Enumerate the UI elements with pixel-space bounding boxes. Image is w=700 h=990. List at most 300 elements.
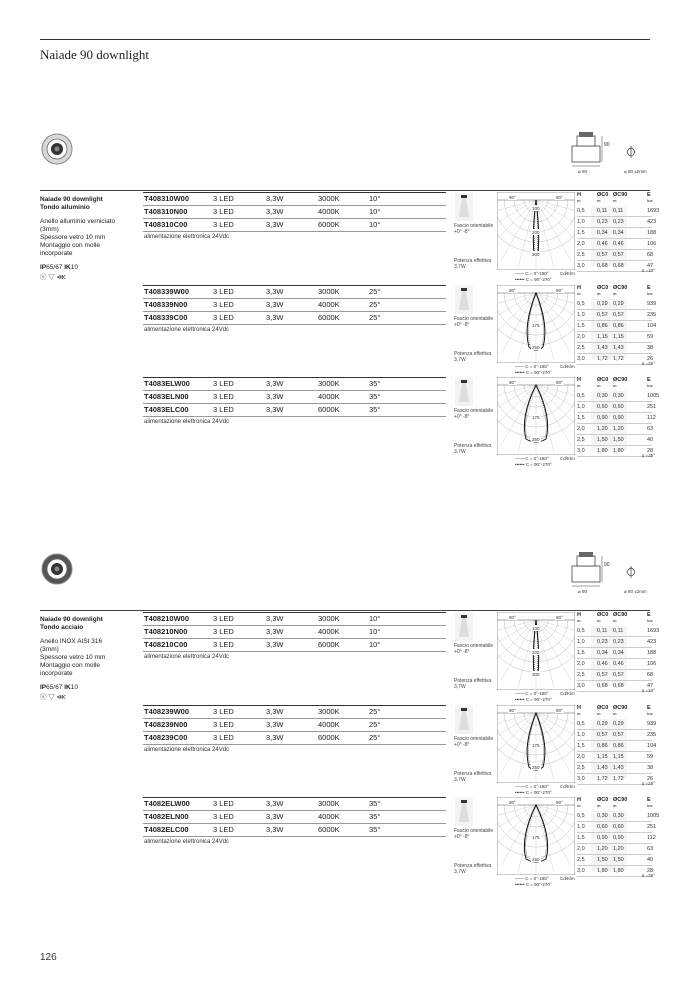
diameter-c0: 0,90 (597, 415, 608, 421)
polar-value-label: 175 (532, 743, 540, 748)
diameter-c0: 0,68 (597, 683, 608, 689)
color-temperature: 3000K (318, 287, 340, 296)
color-temperature: 4000K (318, 207, 340, 216)
led-count: 3 LED (213, 812, 234, 821)
column-header: ØC90 (613, 612, 628, 618)
note-line: Fascio orientabile (454, 736, 494, 742)
diameter-c0: 1,80 (597, 868, 608, 874)
section-rule (40, 610, 650, 611)
table-row (143, 192, 446, 206)
diameter-c90: 1,15 (613, 334, 624, 340)
power: 3,3W (266, 707, 284, 716)
note-line: +0° -8° (454, 834, 470, 840)
diameter-c0: 0,57 (597, 312, 608, 318)
illuminance-table (577, 377, 660, 458)
illuminance-lux: 235 (647, 732, 657, 738)
effective-power-note (454, 443, 491, 455)
mounting-height: 1,5 (577, 650, 585, 656)
product-variant-group (143, 705, 657, 795)
effective-power-note (454, 771, 491, 783)
polar-angle-label: 90° (509, 380, 516, 385)
beam-icon (455, 706, 473, 734)
led-count: 3 LED (213, 627, 234, 636)
polar-light-diagram (497, 797, 575, 875)
table-row (143, 824, 446, 837)
beam-angle-alpha: α =10° (641, 268, 655, 273)
diameter-c90: 1,15 (613, 754, 624, 760)
polar-unit: Cd/Klm (560, 784, 575, 789)
polar-light-diagram (497, 192, 575, 270)
table-row (143, 206, 446, 219)
mounting-height: 2,0 (577, 426, 585, 432)
power: 3,3W (266, 640, 284, 649)
illuminance-row (577, 402, 657, 413)
ip-label: IP (40, 684, 47, 691)
diameter-c90: 0,46 (613, 241, 624, 247)
illuminance-row (577, 626, 660, 637)
beam-icon (455, 613, 473, 641)
product-code: T408239N00 (144, 720, 188, 729)
illuminance-row (577, 435, 652, 446)
power-supply-note: alimentazione elettronica 24Vdc (144, 747, 230, 753)
color-temperature: 6000K (318, 640, 340, 649)
polar-angle-label: 90° (509, 615, 516, 620)
color-temperature: 6000K (318, 313, 340, 322)
illuminance-lux: 235 (647, 312, 657, 318)
polar-angle-label: 90° (556, 288, 563, 293)
illuminance-lux: 1005 (647, 393, 660, 399)
mounting-height: 0,5 (577, 628, 585, 634)
diameter-c0: 0,57 (597, 672, 608, 678)
illuminance-row (577, 844, 652, 855)
mounting-height: 2,0 (577, 661, 585, 667)
note-line: 3,7W (454, 357, 466, 363)
polar-value-label: 300 (532, 672, 540, 677)
beam-angle: 25° (369, 287, 381, 296)
power: 3,3W (266, 300, 284, 309)
note-line: Potenza effettiva (454, 351, 492, 357)
illuminance-row (577, 310, 657, 321)
illuminance-lux: 38 (647, 765, 654, 771)
product-description (40, 196, 140, 282)
polar-angle-label: 90° (556, 800, 563, 805)
illuminance-table (577, 797, 660, 878)
product-code-table (143, 192, 446, 232)
power: 3,3W (266, 207, 284, 216)
beam-icon (455, 798, 473, 826)
mounting-height: 0,5 (577, 301, 585, 307)
illuminance-lux: 1005 (647, 813, 660, 819)
polar-value-label: 175 (532, 415, 540, 420)
diameter-c0: 0,11 (597, 628, 608, 634)
diameter-c0: 0,30 (597, 393, 608, 399)
power-supply-note: alimentazione elettronica 24Vdc (144, 419, 230, 425)
table-row (143, 377, 446, 391)
note-line: Fascio orientabile (454, 408, 494, 414)
led-count: 3 LED (213, 825, 234, 834)
effective-power-note (454, 351, 491, 363)
polar-unit: Cd/Klm (560, 456, 575, 461)
diameter-c90: 1,43 (613, 345, 624, 351)
power: 3,3W (266, 799, 284, 808)
color-temperature: 4000K (318, 392, 340, 401)
illuminance-units (577, 711, 652, 717)
beam-angle: 25° (369, 733, 381, 742)
beam-angle-alpha: α =25° (641, 781, 655, 786)
illuminance-row (577, 217, 657, 228)
illuminance-lux: 26 (647, 356, 654, 362)
diameter-c90: 0,57 (613, 732, 624, 738)
column-header: ØC0 (597, 192, 609, 198)
description-line: Spessore vetro 10 mm (40, 234, 106, 241)
diameter-c90: 0,57 (613, 252, 624, 258)
column-unit: lux (647, 198, 653, 203)
polar-value-label: 250 (532, 345, 540, 350)
diameter-c0: 1,50 (597, 857, 608, 863)
led-count: 3 LED (213, 287, 234, 296)
mounting-height: 1,5 (577, 323, 585, 329)
illuminance-row (577, 206, 660, 217)
illuminance-row (577, 637, 657, 648)
polar-legend (515, 456, 552, 467)
diameter-c0: 0,29 (597, 301, 608, 307)
column-unit: lux (647, 383, 653, 388)
mounting-height: 2,5 (577, 672, 585, 678)
column-header: ØC90 (613, 192, 628, 198)
diameter-c90: 0,11 (613, 628, 624, 634)
color-temperature: 3000K (318, 194, 340, 203)
polar-light-diagram (497, 377, 575, 455)
power-supply-note: alimentazione elettronica 24Vdc (144, 234, 230, 240)
product-code: T408239C00 (144, 733, 188, 742)
led-count: 3 LED (213, 220, 234, 229)
legend-dotted: •••••• C = 90°-270° (515, 881, 552, 887)
table-row (143, 312, 446, 325)
mounting-height: 3,0 (577, 683, 585, 689)
product-code: T408210W00 (144, 614, 190, 623)
product-code: T4082ELW00 (144, 799, 190, 808)
column-header: E (647, 285, 651, 291)
product-code-table (143, 612, 446, 652)
illuminance-lux: 47 (647, 263, 654, 269)
diameter-c90: 0,34 (613, 650, 624, 656)
column-unit: m (613, 198, 617, 203)
polar-angle-label: 90° (556, 195, 563, 200)
mounting-height: 1,0 (577, 639, 585, 645)
beam-orientation-note (454, 828, 493, 840)
polar-value-label: 100 (532, 626, 540, 631)
beam-angle: 35° (369, 812, 381, 821)
polar-unit: Cd/Klm (560, 876, 575, 881)
product-name: Naiade 90 downlight (40, 616, 103, 623)
beam-orientation-note (454, 736, 493, 748)
diameter-c0: 1,20 (597, 426, 608, 432)
polar-value-label: 100 (532, 206, 540, 211)
illuminance-lux: 68 (647, 252, 654, 258)
illuminance-row (577, 719, 657, 730)
illuminance-lux: 939 (647, 301, 657, 307)
column-unit: m (613, 383, 617, 388)
polar-angle-label: 90° (509, 288, 516, 293)
color-temperature: 4000K (318, 720, 340, 729)
description-line: Spessore vetro 10 mm (40, 654, 106, 661)
color-temperature: 3000K (318, 707, 340, 716)
illuminance-lux: 423 (647, 639, 657, 645)
power: 3,3W (266, 812, 284, 821)
diameter-c90: 0,23 (613, 219, 624, 225)
illuminance-header (577, 285, 652, 299)
mounting-height: 2,0 (577, 754, 585, 760)
table-row (143, 299, 446, 312)
certification-icons: ⓢ ▽ ⋘ (40, 694, 66, 701)
mounting-height: 0,5 (577, 813, 585, 819)
column-header: H (577, 192, 581, 198)
illuminance-row (577, 855, 652, 866)
description-line: (3mm) (40, 646, 59, 653)
column-unit: lux (647, 618, 653, 623)
column-header: H (577, 612, 581, 618)
note-line: Potenza effettiva (454, 863, 492, 869)
polar-value-label: 200 (532, 230, 540, 235)
illuminance-row (577, 763, 652, 774)
table-row (143, 285, 446, 299)
led-count: 3 LED (213, 720, 234, 729)
diameter-c0: 0,60 (597, 404, 608, 410)
legend-dotted: •••••• C = 90°-270° (515, 276, 552, 282)
illuminance-lux: 47 (647, 683, 654, 689)
color-temperature: 4000K (318, 300, 340, 309)
illuminance-lux: 188 (647, 650, 657, 656)
polar-legend (515, 784, 552, 795)
diameter-c0: 0,60 (597, 824, 608, 830)
illuminance-lux: 188 (647, 230, 657, 236)
mounting-height: 2,5 (577, 437, 585, 443)
table-row (143, 612, 446, 626)
description-line: Anello INOX AISI 316 (40, 638, 103, 645)
beam-orientation-note (454, 223, 493, 235)
description-line: Montaggio con molle (40, 662, 100, 669)
column-header: E (647, 377, 651, 383)
column-unit: m (577, 291, 581, 296)
diameter-c90: 0,29 (613, 721, 624, 727)
diameter-c90: 0,34 (613, 230, 624, 236)
mounting-height: 2,5 (577, 252, 585, 258)
description-line: Montaggio con molle (40, 242, 100, 249)
mounting-height: 1,0 (577, 732, 585, 738)
diameter-c0: 0,11 (597, 208, 608, 214)
legend-dotted: •••••• C = 90°-270° (515, 789, 552, 795)
illuminance-lux: 112 (647, 415, 656, 421)
polar-unit: Cd/Klm (560, 271, 575, 276)
column-header: E (647, 797, 651, 803)
column-unit: m (597, 711, 601, 716)
column-unit: m (597, 618, 601, 623)
illuminance-row (577, 811, 660, 822)
column-header: ØC0 (597, 705, 609, 711)
note-line: Potenza effettiva (454, 443, 492, 449)
note-line: +0° -8° (454, 742, 470, 748)
diameter-c0: 0,46 (597, 241, 608, 247)
product-code: T4082ELN00 (144, 812, 189, 821)
legend-solid: —— C = 0°-180° (515, 876, 549, 881)
dim-hole: ⌀ 80 ±2mm (624, 589, 647, 594)
note-line: +0° -8° (454, 649, 470, 655)
diameter-c90: 0,30 (613, 393, 624, 399)
power: 3,3W (266, 194, 284, 203)
legend-solid: —— C = 0°-180° (515, 364, 549, 369)
illuminance-header (577, 612, 652, 626)
note-line: Fascio orientabile (454, 316, 494, 322)
illuminance-table (577, 192, 660, 273)
illuminance-row (577, 228, 657, 239)
power-supply-note: alimentazione elettronica 24Vdc (144, 839, 230, 845)
beam-angle: 25° (369, 720, 381, 729)
illuminance-header (577, 797, 652, 811)
power: 3,3W (266, 392, 284, 401)
description-line: Anello alluminio verniciato (40, 218, 116, 225)
note-line: Potenza effettiva (454, 771, 492, 777)
illuminance-table (577, 612, 660, 693)
power-supply-note: alimentazione elettronica 24Vdc (144, 327, 230, 333)
table-row (143, 811, 446, 824)
effective-power-note (454, 258, 491, 270)
illuminance-row (577, 321, 657, 332)
dim-diameter: ⌀ 90 (578, 589, 587, 594)
illuminance-table (577, 705, 657, 786)
diameter-c0: 0,46 (597, 661, 608, 667)
illuminance-lux: 1693 (647, 628, 660, 634)
ik-label: IK (64, 684, 71, 691)
polar-value-label: 250 (532, 857, 540, 862)
column-header: ØC90 (613, 705, 628, 711)
illuminance-units (577, 618, 652, 624)
illuminance-row (577, 332, 652, 343)
color-temperature: 6000K (318, 405, 340, 414)
diameter-c90: 1,43 (613, 765, 624, 771)
color-temperature: 3000K (318, 614, 340, 623)
column-unit: m (577, 383, 581, 388)
illuminance-lux: 28 (647, 868, 654, 874)
beam-angle: 25° (369, 313, 381, 322)
legend-dotted: •••••• C = 90°-270° (515, 696, 552, 702)
polar-unit: Cd/Klm (560, 364, 575, 369)
mounting-height: 3,0 (577, 868, 585, 874)
product-code: T408210C00 (144, 640, 188, 649)
legend-solid: —— C = 0°-180° (515, 456, 549, 461)
color-temperature: 4000K (318, 812, 340, 821)
legend-solid: —— C = 0°-180° (515, 784, 549, 789)
led-count: 3 LED (213, 733, 234, 742)
illuminance-units (577, 198, 652, 204)
table-row (143, 391, 446, 404)
diameter-c0: 1,80 (597, 448, 608, 454)
diameter-c0: 1,43 (597, 765, 608, 771)
led-count: 3 LED (213, 194, 234, 203)
table-row (143, 626, 446, 639)
power: 3,3W (266, 825, 284, 834)
column-unit: m (613, 618, 617, 623)
illuminance-row (577, 413, 656, 424)
diameter-c0: 1,43 (597, 345, 608, 351)
page-title: Naiade 90 downlight (40, 47, 150, 62)
mounting-height: 1,5 (577, 835, 585, 841)
diameter-c90: 0,60 (613, 404, 624, 410)
polar-legend (515, 364, 552, 375)
diameter-c90: 1,72 (613, 356, 624, 362)
illuminance-lux: 68 (647, 672, 654, 678)
power: 3,3W (266, 733, 284, 742)
top-rule (40, 39, 650, 40)
illuminance-lux: 106 (647, 241, 657, 247)
product-ring-icon (40, 132, 74, 166)
beam-angle-alpha: α =35° (641, 873, 655, 878)
illuminance-lux: 112 (647, 835, 656, 841)
polar-light-diagram (497, 612, 575, 690)
column-unit: m (613, 291, 617, 296)
polar-angle-label: 90° (509, 195, 516, 200)
beam-orientation-note (454, 408, 493, 420)
section-rule (40, 190, 650, 191)
diameter-c90: 1,80 (613, 448, 624, 454)
illuminance-row (577, 730, 657, 741)
product-code: T408310C00 (144, 220, 188, 229)
illuminance-row (577, 833, 656, 844)
illuminance-lux: 63 (647, 426, 654, 432)
effective-power-note (454, 863, 491, 875)
product-ring-icon (40, 552, 74, 586)
ik-value: 10 (70, 684, 78, 691)
note-line: Fascio orientabile (454, 223, 494, 229)
beam-angle: 25° (369, 707, 381, 716)
polar-legend (515, 691, 552, 702)
column-unit: m (597, 291, 601, 296)
color-temperature: 6000K (318, 220, 340, 229)
column-unit: m (597, 383, 601, 388)
illuminance-lux: 63 (647, 846, 654, 852)
illuminance-lux: 38 (647, 345, 654, 351)
mounting-height: 1,0 (577, 824, 585, 830)
diameter-c0: 0,30 (597, 813, 608, 819)
polar-legend (515, 876, 552, 887)
beam-angle: 10° (369, 614, 381, 623)
mounting-height: 1,5 (577, 743, 585, 749)
led-count: 3 LED (213, 614, 234, 623)
product-code: T4083ELW00 (144, 379, 190, 388)
color-temperature: 6000K (318, 825, 340, 834)
polar-value-label: 250 (532, 765, 540, 770)
diameter-c90: 0,90 (613, 835, 624, 841)
note-line: 3,7W (454, 777, 466, 783)
led-count: 3 LED (213, 405, 234, 414)
mounting-height: 3,0 (577, 263, 585, 269)
polar-unit: Cd/Klm (560, 691, 575, 696)
illuminance-lux: 104 (647, 743, 657, 749)
certification-icons: ⓢ ▽ ⋘ (40, 274, 66, 281)
description-line: incorporate (40, 250, 73, 257)
diameter-c0: 0,86 (597, 323, 608, 329)
diameter-c90: 1,72 (613, 776, 624, 782)
column-header: ØC0 (597, 797, 609, 803)
diameter-c0: 1,72 (597, 356, 608, 362)
product-code-table (143, 285, 446, 325)
column-header: ØC0 (597, 377, 609, 383)
power: 3,3W (266, 720, 284, 729)
table-row (143, 705, 446, 719)
illuminance-lux: 251 (647, 404, 657, 410)
ik-value: 10 (70, 264, 78, 271)
polar-value-label: 200 (532, 650, 540, 655)
ip-rating (40, 684, 140, 692)
